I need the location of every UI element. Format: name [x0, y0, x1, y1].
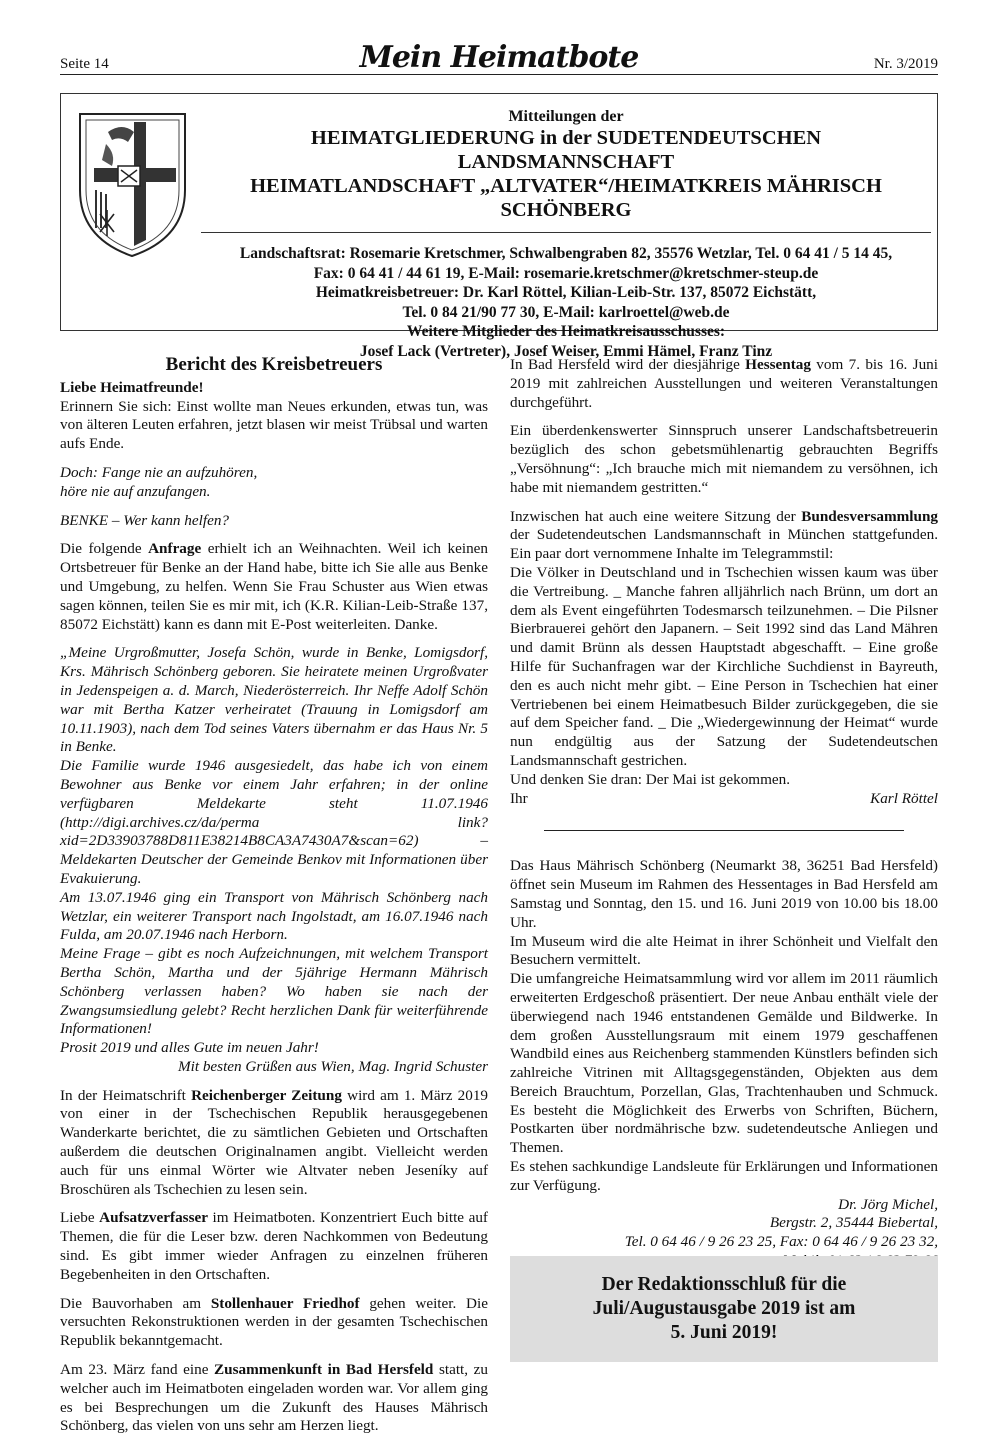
association-info-box: [60, 93, 938, 360]
issue-number: Nr. 3/2019: [873, 56, 938, 72]
letter-paragraph: Prosit 2019 und alles Gute im neuen Jahr!: [60, 1039, 319, 1057]
contact-line: Tel. 0 84 21/90 77 30, E-Mail: karlroettel@web.de: [402, 303, 730, 321]
bold-text: Zusammenkunft in Bad Hersfeld: [214, 1361, 434, 1379]
paragraph: [60, 1361, 488, 1436]
text: im Heimatboten. Konzentriert Euch bitte auf Themen, die für die Leser bzw. deren Nachkommen von Bedeutung sind. Es gibt immer wieder Anfragen zu einzelnen früheren Begebenheiten in den Ortschaften.: [60, 1209, 488, 1283]
page-header: [60, 40, 938, 75]
deadline-notice: [510, 1256, 938, 1362]
greeting: Liebe Heimatfreunde!: [60, 378, 204, 396]
divider: [201, 232, 931, 233]
contact-line: Weitere Mitglieder des Heimatkreisausschusses:: [406, 323, 726, 340]
left-column: [60, 356, 488, 1446]
paragraph: [60, 1209, 488, 1284]
text: statt, zu welcher auch im Heimatboten eingeladen worden war. Vor allem ging es bei Besprechungen um die Zukunft des Hauses Mährisch Schönberg, das vielen von uns sehr am Herzen liegt.: [60, 1361, 488, 1435]
letter-quote: [60, 644, 488, 1076]
assembly-report: [510, 508, 938, 809]
text: wird am 1. März 2019 von einer in der Tschechischen Republik herausgegebenen Wanderkarte berichtet, die zu sämtlichen Gebieten und Ortschaften außerdem die deutschen Originalnamen angibt. Vielleicht werden auch für uns einmal Wörter wie Altvater neben Jeseníky auf Broschüren als Tschechien zu lesen sein.: [60, 1086, 489, 1198]
article-title: Bericht des Kreisbetreuers: [165, 354, 383, 375]
text: vom 7. bis 16. Juni 2019 mit zahlreichen Ausstellungen und weiteren Veranstaltungen durchgeführt.: [510, 356, 938, 411]
paragraph: [510, 356, 938, 412]
contact-line: Landschaftsrat: Rosemarie Kretschmer, Schwalbengraben 82, 35576 Wetzlar, Tel. 0 64 41 / 5 14 45,: [239, 245, 893, 262]
letter-paragraph: „Meine Urgroßmutter, Josefa Schön, wurde in Benke, Lomigsdorf, Krs. Mährisch Schönberg geboren. Sie heiratete meinen Urgroßvater in Jedenspeigen a. d. March, Niederösterreich. Ihr Neffe Adolf Schön war mit Bertha Katzer verheiratet (Trauung in Lomigsdorf am 10.11.1903), nach dem Tod seines Vaters übernahm er das Haus Nr. 5 in Benke.: [60, 644, 488, 756]
notice-line: Juli/Augustausgabe 2019 ist am: [592, 1298, 856, 1319]
bold-text: Bundesversammlung: [801, 507, 938, 525]
text: Inzwischen hat auch eine weitere Sitzung der: [510, 507, 802, 525]
paragraph: Ein überdenkenswerter Sinnspruch unserer Landschaftsbetreuerin bezüglich des schon gebetsmühlenartig gebrauchten Begriffs „Versöhnung“: „Ich brauche mich mit niemandem zu versöhnen, ich habe mit niemandem gestritten.“: [510, 422, 938, 496]
author-signature: Karl Röttel: [870, 789, 938, 807]
notice-line: 5. Juni 2019!: [670, 1322, 778, 1343]
closing-word: Ihr: [510, 789, 528, 807]
text: erhielt ich an Weihnachten. Weil ich keinen Ortsbetreuer für Benke an der Hand habe, bitte ich Sie alle aus Benke und Umgebung, zu helfen. Wenn Sie Frau Schuster aus Wien etwas sagen können, teilen Sie es mir mit, ich (K.R. Kilian-Leib-Straße 137, 85072 Eichstätt) kann es dann mit E-Post weiterleiten. Danke.: [60, 540, 488, 633]
motto-line: Doch: Fange nie an aufzuhören,: [60, 463, 258, 481]
bold-text: Reichenberger Zeitung: [191, 1086, 342, 1104]
bold-text: Anfrage: [148, 540, 202, 558]
contact-line: Fax: 0 64 41 / 44 61 19, E-Mail: rosemarie.kretschmer@kretschmer-steup.de: [313, 264, 819, 282]
paragraph: [60, 1295, 488, 1351]
contact-block: [201, 244, 931, 361]
bold-text: Aufsatzverfasser: [99, 1209, 208, 1227]
letter-signature: Mit besten Grüßen aus Wien, Mag. Ingrid Schuster: [177, 1057, 488, 1075]
box-title-1: HEIMATGLIEDERUNG in der SUDETENDEUTSCHEN LANDSMANNSCHAFT: [310, 127, 822, 173]
text: der Sudetendeutschen Landsmannschaft in München stattgefunden. Ein paar dort vernommene Inhalte im Telegrammstil:: [510, 526, 938, 563]
section-divider: [544, 830, 904, 831]
contact-line: Heimatkreisbetreuer: Dr. Karl Röttel, Kilian-Leib-Str. 137, 85072 Eichstätt,: [315, 284, 817, 301]
signature-line: Bergstr. 2, 35444 Biebertal,: [769, 1214, 938, 1232]
paragraph: Im Museum wird die alte Heimat in ihrer Schönheit und Vielfalt den Besuchern vermittelt.: [510, 932, 938, 969]
notice-line: Der Redaktionsschluß für die: [601, 1274, 847, 1295]
text: Die folgende: [60, 540, 149, 558]
paragraph: [60, 1087, 488, 1200]
paragraph: Die umfangreiche Heimatsammlung wird vor allem im 2011 räumlich erweiterten Erdgeschoß präsentiert. Der neue Anbau enthält viele der überwiegend nach 1946 entstandenen Gemälde und Bildwerke. In dem großen Ausstellungsraum mit einem 1979 geschaffenen Wandbild eines aus Reichenberg stammenden Künstlers befinden sich zahlreiche Vitrinen mit Alltagsgegenständen, Objekten aus dem Bereich Brauchtum, Porzellan, Glas, Trachtenhauben und Schmuck. Es besteht die Möglichkeit des Erwerbs von Schriften, Büchern, Postkarten über nordmährische bzw. sudetendeutsche Anliegen und Themen.: [510, 970, 938, 1157]
right-column: [510, 356, 938, 1271]
motto-line: höre nie auf anzufangen.: [60, 482, 211, 500]
paragraph: Das Haus Mährisch Schönberg (Neumarkt 38, 36251 Bad Hersfeld) öffnet sein Museum im Rahmen des Hessentages in Bad Hersfeld am Samstag und Sonntag, den 15. und 16. Juni 2019 von 10.00 bis 18.00 Uhr.: [510, 857, 938, 931]
paragraph: [510, 508, 938, 564]
text: Am 23. März fand eine: [60, 1361, 215, 1379]
masthead: Mein Heimatbote: [359, 40, 639, 75]
box-title-2: HEIMATLANDSCHAFT „ALTVATER“/HEIMATKREIS MÄHRISCH SCHÖNBERG: [250, 175, 882, 221]
text: In Bad Hersfeld wird der diesjährige: [510, 356, 746, 373]
bold-text: Stollenhauer Friedhof: [210, 1294, 360, 1312]
contact-line: Josef Lack (Vertreter), Josef Weiser, Emmi Hämel, Franz Tinz: [359, 342, 773, 360]
text: Liebe: [60, 1209, 100, 1227]
page-number: Seite 14: [60, 56, 109, 72]
bold-text: Hessentag: [745, 356, 811, 373]
paragraph: Es stehen sachkundige Landsleute für Erklärungen und Informationen zur Verfügung.: [510, 1158, 938, 1194]
section-heading: BENKE – Wer kann helfen?: [60, 511, 230, 529]
letter-paragraph: Am 13.07.1946 ging ein Transport von Mährisch Schönberg nach Wetzlar, ein weiterer Transport nach Ingolstadt, am 16.07.1946 nach Fulda, am 20.07.1946 nach Herborn.: [60, 888, 488, 944]
text: gehen weiter. Die versuchten Rekonstruktionen werden in der gesamten Tschechischen Republik bekanntgemacht.: [60, 1294, 488, 1350]
museum-article: [510, 857, 938, 1195]
text: In der Heimatschrift: [60, 1086, 192, 1104]
paragraph: Erinnern Sie sich: Einst wollte man Neues erkunden, etwas tun, was von älteren Leuten erfahren, jetzt blasen wir meist Trübsal und warten aufs Ende.: [60, 397, 488, 453]
paragraph: [60, 540, 488, 634]
paragraph: Und denken Sie dran: Der Mai ist gekommen.: [510, 770, 791, 788]
signature-line: Dr. Jörg Michel,: [838, 1195, 938, 1213]
text: Die Bauvorhaben am: [60, 1294, 211, 1312]
paragraph: Die Völker in Deutschland und in Tschechien wissen kaum was über die Vertreibung. _ Manche fahren alljährlich nach Brünn, um dort an dem als Event eingeführten Todesmarsch teilzunehmen. – Die Pilsner Bierbrauerei gehört den Japanern. – Seit 1992 sind das Land Mähren und damit Brünn als dessen Hauptstadt abgeschafft. – Eine große Hilfe für Suchanfragen war der Kirchliche Suchdienst in Bayreuth, den es auch nicht mehr gibt. – Eine Person in Tschechien hat einer Vertriebenen bei einem Heimatbesuch Bilder zurückgegeben, die sie auf dem Speicher fand. _ Die „Wiedergewinnung der Heimat“ wurde nun endgültig aus der Satzung der Sudetendeutschen Landsmannschaft gestrichen.: [510, 563, 938, 769]
letter-paragraph: Meine Frage – gibt es noch Aufzeichnungen, mit welchem Transport Bertha Schön, Martha und der 5jährige Hermann Mährisch Schönberg verlassen haben? Wo haben sie nach der Zwangsumsiedlung gelebt? Recht herzlichen Dank für weiterführende Informationen!: [60, 945, 488, 1038]
signature-line: Tel. 0 64 46 / 9 26 23 25, Fax: 0 64 46 / 9 26 23 32,: [624, 1233, 938, 1251]
box-intro: Mitteilungen der: [508, 108, 624, 125]
closing: [510, 790, 938, 809]
letter-paragraph: Die Familie wurde 1946 ausgesiedelt, das habe ich von einem Bewohner aus Benke vor einem Jahr erfahren; in der online verfügbaren Meldekarte steht 11.07.1946 (http://digi.archives.cz/da/perma link?xid=2D33903788D811E38214B8CA3A7430A7&scan=62) – Meldekarten Deutscher der Gemeinde Benkov mit Informationen über Evakuierung.: [60, 757, 488, 887]
coat-of-arms-icon: [76, 110, 189, 260]
